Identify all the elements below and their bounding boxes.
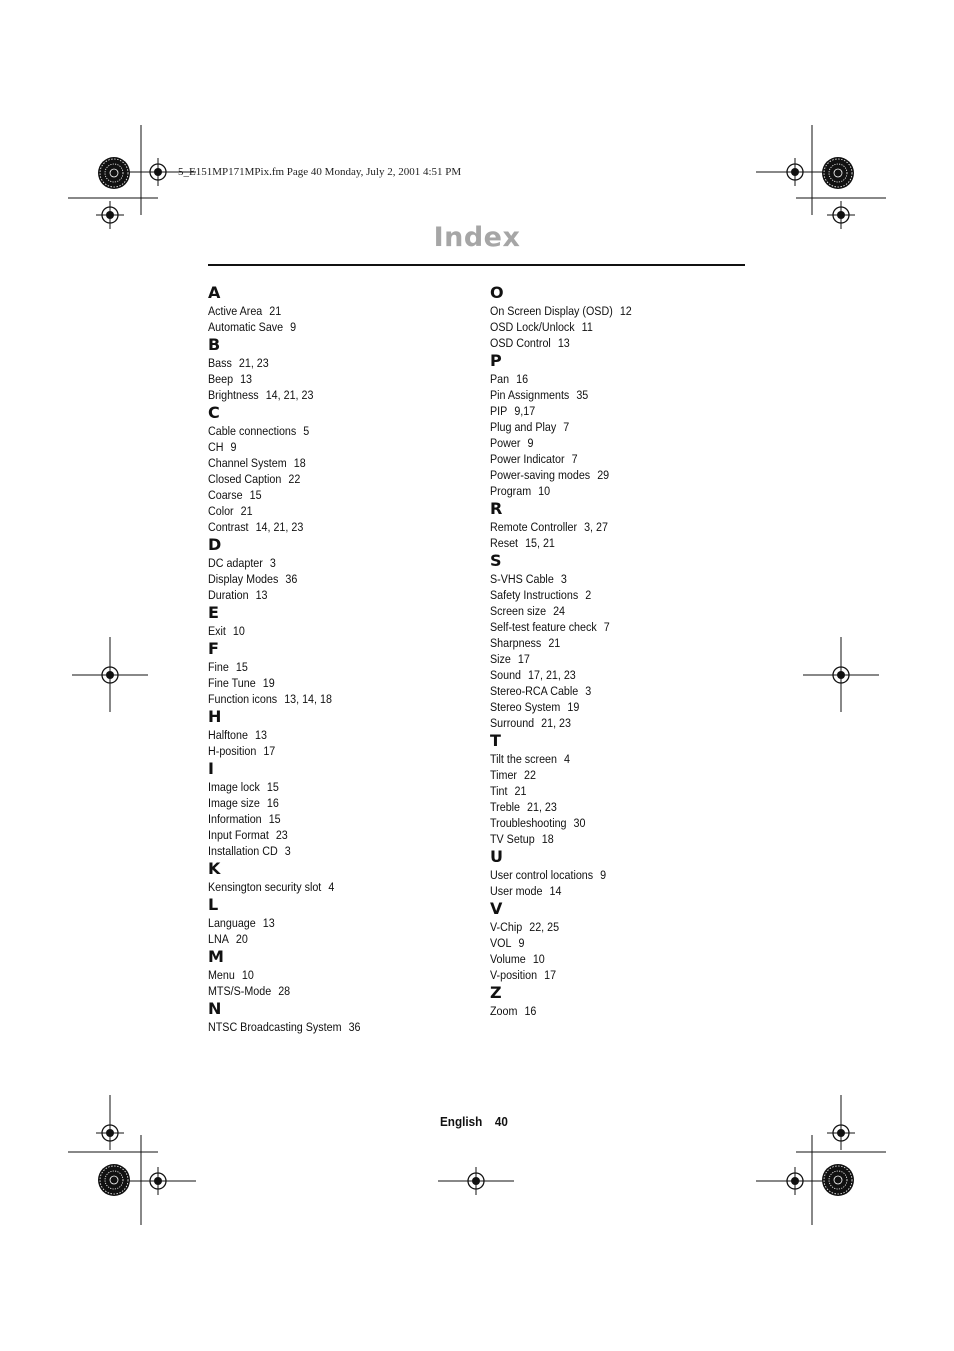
entry-term: Automatic Save — [208, 320, 284, 334]
section-letter: K — [208, 859, 221, 878]
entry-pages: 18 — [293, 456, 306, 470]
entry-term: Surround — [490, 716, 535, 730]
entry-term: H-position — [208, 744, 257, 758]
entry-term: Brightness — [208, 388, 259, 402]
entry-term: Exit — [208, 624, 226, 638]
file-info-header: 5_E151MP171MPix.fm Page 40 Monday, July 2, 2001 4:51 PM — [178, 166, 462, 178]
index-section-v — [490, 899, 740, 983]
index-section-u — [490, 847, 740, 899]
index-entry — [490, 651, 710, 667]
entry-term: Pan — [490, 372, 510, 386]
entry-pages: 7 — [563, 420, 570, 434]
index-entry — [490, 751, 710, 767]
index-entry — [208, 691, 428, 707]
entry-term: Pin Assignments — [490, 388, 570, 402]
index-entry — [490, 683, 710, 699]
section-letter: H — [208, 707, 222, 726]
index-entry — [490, 815, 710, 831]
section-letter: O — [490, 283, 504, 302]
entry-term: NTSC Broadcasting System — [208, 1020, 342, 1034]
entry-pages: 21, 23 — [527, 800, 557, 814]
entry-term: Input Format — [208, 828, 269, 842]
entry-pages: 9 — [527, 436, 534, 450]
index-entry — [490, 483, 710, 499]
entry-term: TV Setup — [490, 832, 535, 846]
index-entry — [490, 451, 710, 467]
entry-pages: 19 — [567, 700, 580, 714]
entry-pages: 16 — [516, 372, 529, 386]
entry-term: DC adapter — [208, 556, 263, 570]
index-entry — [490, 935, 710, 951]
entry-pages: 17 — [517, 652, 530, 666]
index-entry — [208, 967, 428, 983]
entry-pages: 9,17 — [514, 404, 536, 418]
entry-term: Screen size — [490, 604, 547, 618]
entry-term: V-Chip — [490, 920, 523, 934]
index-column-left — [208, 283, 458, 1035]
page-footer — [440, 1114, 508, 1129]
entry-pages: 16 — [524, 1004, 537, 1018]
entry-pages: 9 — [230, 440, 237, 454]
entry-pages: 7 — [571, 452, 578, 466]
index-entry — [208, 503, 428, 519]
entry-pages: 21 — [269, 304, 282, 318]
entry-term: Kensington security slot — [208, 880, 322, 894]
entry-pages: 14, 21, 23 — [255, 520, 304, 534]
index-entry — [490, 667, 710, 683]
entry-pages: 36 — [348, 1020, 361, 1034]
index-entry — [490, 519, 710, 535]
index-section-b — [208, 335, 458, 403]
section-letter: B — [208, 335, 221, 354]
index-entry — [208, 675, 428, 691]
section-letter: E — [208, 603, 219, 622]
section-letter: T — [490, 731, 501, 750]
entry-term: VOL — [490, 936, 512, 950]
entry-term: Beep — [208, 372, 234, 386]
entry-term: Safety Instructions — [490, 588, 579, 602]
entry-pages: 13, 14, 18 — [284, 692, 332, 706]
index-entry — [208, 439, 428, 455]
entry-term: Fine — [208, 660, 229, 674]
entry-pages: 21, 23 — [541, 716, 571, 730]
entry-term: OSD Lock/Unlock — [490, 320, 575, 334]
entry-term: On Screen Display (OSD) — [490, 304, 613, 318]
index-entry — [208, 1019, 428, 1035]
section-letter: D — [208, 535, 222, 554]
index-entry — [490, 799, 710, 815]
entry-pages: 10 — [538, 484, 551, 498]
entry-term: Contrast — [208, 520, 249, 534]
entry-term: Timer — [490, 768, 518, 782]
entry-pages: 13 — [254, 728, 267, 742]
entry-term: OSD Control — [490, 336, 551, 350]
entry-pages: 17 — [263, 744, 276, 758]
entry-pages: 18 — [541, 832, 554, 846]
index-entry — [208, 571, 428, 587]
index-entry — [490, 967, 710, 983]
index-section-i — [208, 759, 458, 859]
entry-pages: 2 — [585, 588, 592, 602]
section-letter: N — [208, 999, 222, 1018]
entry-term: Self-test feature check — [490, 620, 597, 634]
index-entry — [208, 587, 428, 603]
entry-term: Stereo System — [490, 700, 561, 714]
entry-pages: 28 — [278, 984, 291, 998]
entry-pages: 3 — [284, 844, 291, 858]
entry-pages: 15 — [268, 812, 281, 826]
section-letter: A — [208, 283, 221, 302]
entry-term: Bass — [208, 356, 232, 370]
entry-term: Duration — [208, 588, 249, 602]
entry-term: Power — [490, 436, 521, 450]
section-letter: Z — [490, 983, 502, 1002]
entry-term: MTS/S-Mode — [208, 984, 272, 998]
entry-pages: 10 — [532, 952, 545, 966]
entry-term: Menu — [208, 968, 235, 982]
index-entry — [208, 423, 428, 439]
entry-term: Cable connections — [208, 424, 297, 438]
section-letter: U — [490, 847, 503, 866]
index-entry — [208, 795, 428, 811]
entry-pages: 9 — [600, 868, 607, 882]
index-entry — [208, 387, 428, 403]
entry-pages: 9 — [518, 936, 525, 950]
index-entry — [490, 699, 710, 715]
entry-term: Display Modes — [208, 572, 279, 586]
index-section-p — [490, 351, 740, 499]
entry-pages: 9 — [290, 320, 297, 334]
entry-term: Sharpness — [490, 636, 542, 650]
index-entry — [490, 387, 710, 403]
index-entry — [208, 915, 428, 931]
index-section-k — [208, 859, 458, 895]
entry-pages: 15 — [235, 660, 248, 674]
entry-pages: 21 — [514, 784, 527, 798]
section-letter: S — [490, 551, 502, 570]
entry-term: Volume — [490, 952, 526, 966]
entry-pages: 36 — [285, 572, 298, 586]
index-entry — [208, 555, 428, 571]
index-entry — [490, 403, 710, 419]
entry-term: Reset — [490, 536, 519, 550]
index-entry — [490, 571, 710, 587]
entry-pages: 11 — [581, 320, 593, 334]
index-entry — [490, 419, 710, 435]
entry-term: Power Indicator — [490, 452, 565, 466]
entry-term: Sound — [490, 668, 522, 682]
section-letter: R — [490, 499, 503, 518]
entry-pages: 13 — [557, 336, 570, 350]
entry-term: LNA — [208, 932, 229, 946]
index-section-h — [208, 707, 458, 759]
entry-pages: 4 — [564, 752, 570, 766]
index-column-right — [490, 283, 740, 1019]
entry-pages: 12 — [619, 304, 632, 318]
index-entry — [208, 319, 428, 335]
entry-pages: 35 — [576, 388, 589, 402]
index-entry — [490, 951, 710, 967]
index-entry — [490, 467, 710, 483]
entry-term: Color — [208, 504, 234, 518]
entry-pages: 15 — [249, 488, 262, 502]
entry-pages: 14 — [549, 884, 562, 898]
section-letter: F — [208, 639, 219, 658]
entry-term: Fine Tune — [208, 676, 256, 690]
index-entry — [490, 919, 710, 935]
entry-term: S-VHS Cable — [490, 572, 554, 586]
index-section-l — [208, 895, 458, 947]
entry-term: Channel System — [208, 456, 287, 470]
index-entry — [208, 879, 428, 895]
index-entry — [208, 303, 428, 319]
entry-term: Closed Caption — [208, 472, 282, 486]
entry-pages: 29 — [597, 468, 610, 482]
entry-pages: 7 — [603, 620, 610, 634]
section-letter: V — [490, 899, 503, 918]
entry-pages: 13 — [262, 916, 275, 930]
index-entry — [490, 587, 710, 603]
index-entry — [208, 827, 428, 843]
entry-pages: 19 — [262, 676, 275, 690]
index-entry — [490, 535, 710, 551]
index-entry — [208, 659, 428, 675]
entry-pages: 10 — [241, 968, 254, 982]
entry-pages: 21 — [548, 636, 561, 650]
index-section-n — [208, 999, 458, 1035]
entry-term: Image size — [208, 796, 260, 810]
entry-term: Power-saving modes — [490, 468, 591, 482]
footer-page-number: 40 — [494, 1114, 508, 1129]
entry-term: Image lock — [208, 780, 260, 794]
entry-term: Plug and Play — [490, 420, 557, 434]
entry-term: V-position — [490, 968, 538, 982]
title-rule — [208, 264, 745, 266]
entry-term: Troubleshooting — [490, 816, 567, 830]
entry-term: Information — [208, 812, 262, 826]
entry-term: Size — [490, 652, 511, 666]
entry-pages: 13 — [255, 588, 268, 602]
entry-pages: 14, 21, 23 — [265, 388, 314, 402]
section-letter: C — [208, 403, 220, 422]
index-entry — [208, 471, 428, 487]
entry-pages: 4 — [328, 880, 335, 894]
index-entry — [208, 623, 428, 639]
index-entry — [490, 831, 710, 847]
entry-term: Installation CD — [208, 844, 278, 858]
section-letter: I — [208, 759, 214, 778]
index-entry — [208, 983, 428, 999]
entry-pages: 13 — [240, 372, 253, 386]
index-entry — [208, 811, 428, 827]
index-entry — [490, 371, 710, 387]
entry-pages: 17, 21, 23 — [528, 668, 576, 682]
index-entry — [208, 727, 428, 743]
entry-pages: 22 — [524, 768, 536, 782]
index-section-d — [208, 535, 458, 603]
index-entry — [490, 619, 710, 635]
entry-term: Remote Controller — [490, 520, 578, 534]
entry-pages: 10 — [232, 624, 245, 638]
section-letter: M — [208, 947, 224, 966]
index-entry — [208, 487, 428, 503]
index-entry — [208, 779, 428, 795]
index-section-s — [490, 551, 740, 731]
entry-pages: 3 — [269, 556, 276, 570]
index-entry — [490, 319, 710, 335]
entry-term: User control locations — [490, 868, 594, 882]
entry-term: User mode — [490, 884, 543, 898]
entry-term: CH — [208, 440, 224, 454]
entry-pages: 22 — [288, 472, 301, 486]
entry-term: Stereo-RCA Cable — [490, 684, 579, 698]
index-section-z — [490, 983, 740, 1019]
entry-pages: 20 — [235, 932, 248, 946]
entry-term: Language — [208, 916, 256, 930]
index-entry — [490, 435, 710, 451]
index-entry — [490, 867, 710, 883]
index-entry — [490, 1003, 710, 1019]
entry-term: Program — [490, 484, 532, 498]
index-section-a — [208, 283, 458, 335]
entry-pages: 17 — [544, 968, 557, 982]
entry-pages: 15 — [266, 780, 279, 794]
index-entry — [490, 883, 710, 899]
index-entry — [490, 303, 710, 319]
index-entry — [490, 783, 710, 799]
index-entry — [208, 931, 428, 947]
index-entry — [208, 843, 428, 859]
index-section-r — [490, 499, 740, 551]
index-section-t — [490, 731, 740, 847]
entry-pages: 3, 27 — [584, 520, 608, 534]
index-section-f — [208, 639, 458, 707]
entry-pages: 3 — [560, 572, 567, 586]
index-entry — [208, 455, 428, 471]
index-entry — [208, 371, 428, 387]
entry-pages: 22, 25 — [529, 920, 560, 934]
index-entry — [208, 743, 428, 759]
footer-language: English — [440, 1114, 483, 1129]
index-entry — [490, 715, 710, 731]
section-letter: L — [208, 895, 219, 914]
entry-term: Halftone — [208, 728, 248, 742]
entry-term: Active Area — [208, 304, 263, 318]
entry-term: PIP — [490, 404, 508, 418]
entry-pages: 5 — [303, 424, 310, 438]
index-section-m — [208, 947, 458, 999]
entry-term: Zoom — [490, 1004, 518, 1018]
index-entry — [208, 355, 428, 371]
entry-term: Tint — [490, 784, 508, 798]
entry-term: Function icons — [208, 692, 278, 706]
index-entry — [490, 603, 710, 619]
section-letter: P — [490, 351, 502, 370]
entry-pages: 16 — [266, 796, 279, 810]
entry-term: Tilt the screen — [490, 752, 557, 766]
index-section-c — [208, 403, 458, 535]
index-section-e — [208, 603, 458, 639]
index-entry — [490, 767, 710, 783]
entry-pages: 3 — [585, 684, 592, 698]
entry-term: Treble — [490, 800, 521, 814]
entry-pages: 30 — [573, 816, 586, 830]
entry-pages: 21, 23 — [238, 356, 269, 370]
index-entry — [490, 635, 710, 651]
entry-pages: 21 — [240, 504, 253, 518]
entry-pages: 15, 21 — [525, 536, 555, 550]
index-entry — [490, 335, 710, 351]
entry-pages: 24 — [553, 604, 566, 618]
entry-pages: 23 — [275, 828, 288, 842]
page-title: Index — [433, 222, 521, 253]
entry-term: Coarse — [208, 488, 243, 502]
index-section-o — [490, 283, 740, 351]
index-entry — [208, 519, 428, 535]
